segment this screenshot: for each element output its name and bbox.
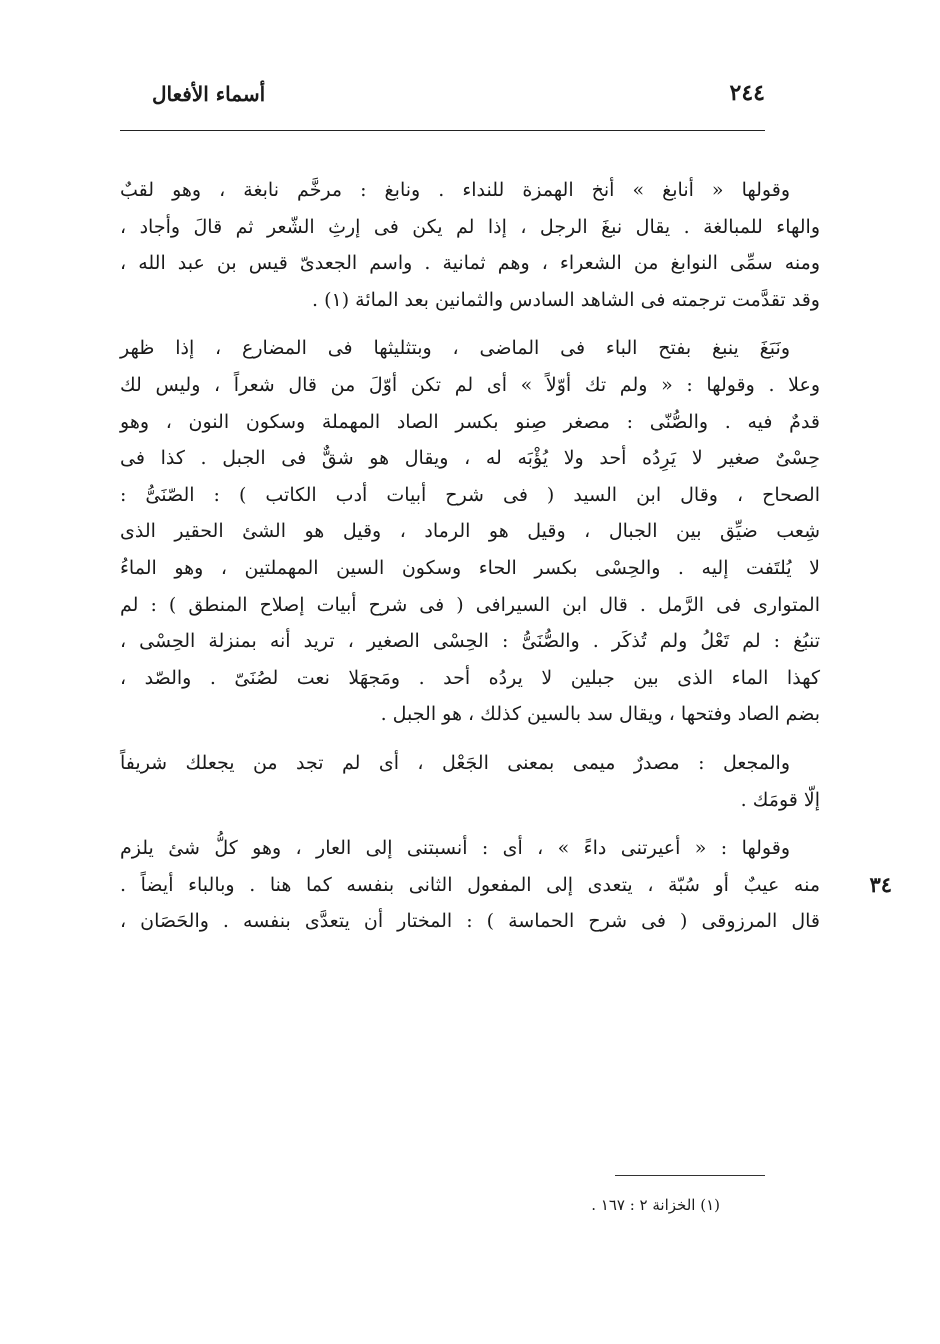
text-line: وعلا . وقولها : « ولم تك أوّلاً » أى لم تكن أوّلَ من قال شعراً ، وليس لك: [120, 373, 820, 396]
text-line: قال المرزوقى ( فى شرح الحماسة ) : المختار أن يتعدَّى بنفسه . والحَصَان ،: [120, 910, 820, 933]
header-rule: [120, 130, 765, 131]
text-line: لا يُلتَفت إليه . والحِسْى بكسر الحاء وسكون السين المهملتين ، وهو الماءُ: [120, 556, 820, 579]
text-line: منه عيبٌ أو سُبّة ، يتعدى إلى المفعول الثانى بنفسه كما هنا . وبالباء أيضاً . ٣٤: [120, 867, 820, 904]
paragraph-2: [120, 330, 820, 733]
text-line: والمجعل : مصدرٌ ميمى بمعنى الجَعْل ، أى لم تجد من يجعلك شريفاً: [120, 751, 790, 774]
margin-line-number: ٣٤: [869, 871, 892, 897]
text-line: كهذا الماء الذى بين جبلين لا يردُه أحد . ومَجهَلا نعت لصُنَىّ . والصّد ،: [120, 666, 820, 689]
text-line: بضم الصاد وفتحها ، ويقال سد بالسين كذلك ، هو الجبل .: [380, 703, 820, 726]
body-text: [120, 172, 892, 952]
paragraph-3: [120, 745, 820, 818]
text-line: وقولها « أنابغ » أنخ الهمزة للنداء . ونابغ : مرخَّم نابغة ، وهو لقبٌ: [120, 179, 790, 201]
text-line: ونَبَغَ ينبغ بفتح الباء فى الماضى ، وبتثليثها فى المضارع ، إذا ظهر: [120, 337, 790, 360]
footnote: (١) الخزانة ٢ : ١٦٧ .: [591, 1196, 720, 1214]
text-line: شِعب ضيِّق بين الجبال ، وقيل هو الرماد ، وقيل هو الشئ الحقير الذى: [120, 520, 820, 543]
text-line: والهاء للمبالغة . يقال نبغَ الرجل ، إذا لم يكن فى إرثِ الشّعر ثم قالَ وأجاد ،: [120, 215, 820, 238]
text-line: وقد تقدَّمت ترجمته فى الشاهد السادس والثمانين بعد المائة (١) .: [311, 288, 820, 311]
page-header: [120, 80, 765, 120]
footnote-rule: [615, 1175, 765, 1176]
text-line: تنبُغ : لم تَعْلُ ولم تُذكَر . والصُّنَىُّ : الحِسْى الصغير ، تريد أنه بمنزلة الحِسْى ،: [120, 630, 820, 653]
text-line: الصحاح ، وقال ابن السيد ( فى شرح أبيات أدب الكاتب ) : الصّنَىُّ :: [120, 483, 820, 506]
paragraph-1: [120, 172, 820, 318]
paragraph-4: [120, 830, 892, 940]
text-line: المتوارى فى الرَّمل . قال ابن السيرافى ( فى شرح أبيات إصلاح المنطق ) : لم: [120, 593, 820, 616]
text-line: ومنه سمِّى النوابغ من الشعراء ، وهم ثمانية . واسم الجعدىّ قيس بن عبد الله ،: [120, 252, 820, 275]
running-title: أسماء الأفعال: [152, 82, 266, 106]
text-line: وقولها : « أعيرتنى داءً » ، أى : أنسبتنى إلى العار ، وهو كلُّ شئ يلزم: [120, 837, 790, 860]
text-line: قدمٌ فيه . والصُّنّى : مصغر صِنو بكسر الصاد المهملة وسكون النون ، وهو: [120, 410, 820, 433]
text-line: حِسْىٌ صغير لا يَرِدُه أحد ولا يُؤْبَه له ، ويقال هو شقٌّ فى الجبل . كذا فى: [120, 447, 820, 470]
page-number: ٢٤٤: [729, 80, 765, 106]
text-line: إلّا قومَك .: [740, 788, 820, 811]
